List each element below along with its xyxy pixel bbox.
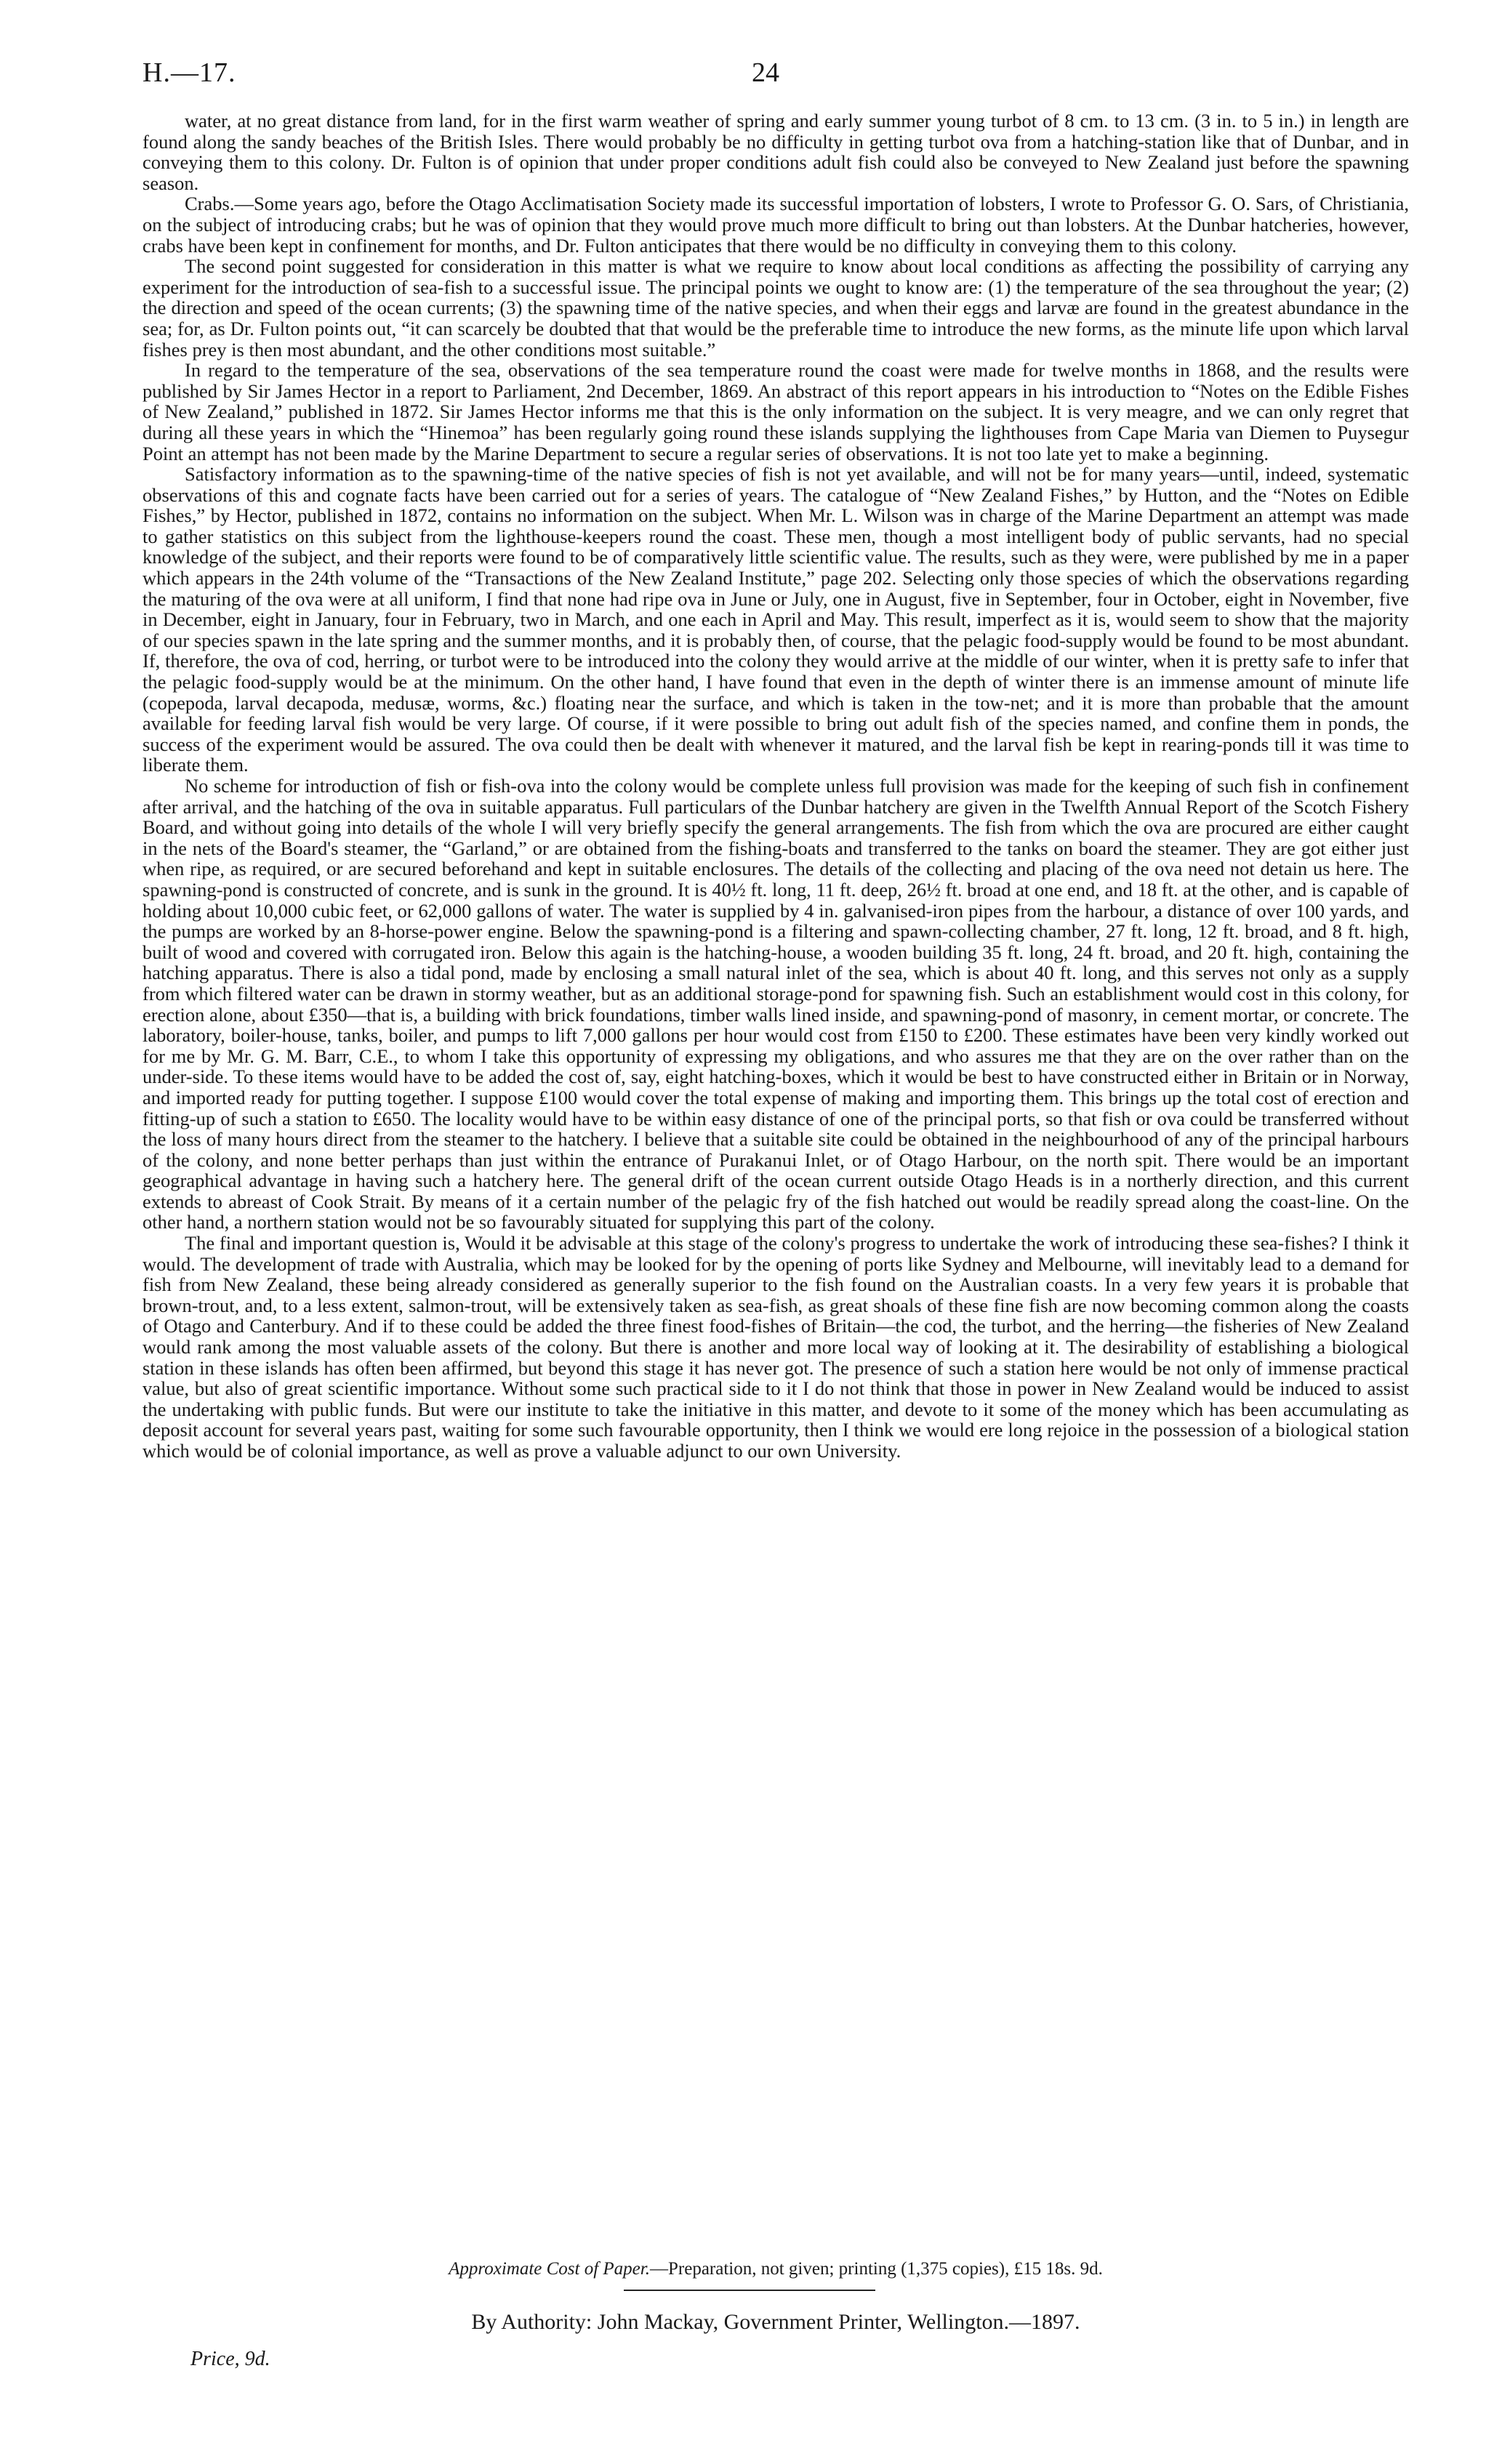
cost-note-label: Approximate Cost of Paper. xyxy=(449,2259,650,2279)
paragraph-1: water, at no great distance from land, for in the first warm weather of spring and early summer young turbot of 8 cm. to 13 cm. (3 in. to 5 in.) in length are found along the sandy beaches of the British Isles. There would probably be no difficulty in getting turbot ova from a hatching-station like that of Dunbar, and in conveying them to this colony. Dr. Fulton is of opinion that under proper conditions adult fish could also be conveyed to New Zealand just before the spawning season. xyxy=(142,110,1409,194)
paragraph-3: The second point suggested for consideration in this matter is what we require to know about local conditions as affecting the possibility of carrying any experiment for the introduction of sea-fish to a successful issue. The principal points we ought to know are: (1) the temperature of the sea throughout the year; (2) the direction and speed of the ocean currents; (3) the spawning time of the native species, and when their eggs and larvæ are found in the greatest abundance in the sea; for, as Dr. Fulton points out, “it can scarcely be doubted that that would be the preferable time to introduce the new forms, as the minute life upon which larval fishes prey is then most abundant, and the other conditions most suitable.” xyxy=(142,255,1409,361)
paragraph-5: Satisfactory information as to the spawning-time of the native species of fish is not yet available, and will not be for many years—until, indeed, systematic observations of this and cognate facts have been carried out for a series of years. The catalogue of “New Zealand Fishes,” by Hutton, and the “Notes on Edible Fishes,” by Hector, published in 1872, contains no information on the subject. When Mr. L. Wilson was in charge of the Marine Department an attempt was made to gather statistics on this subject from the lighthouse-keepers round the coast. These men, though a most intelligent body of public servants, had no special knowledge of the subject, and their reports were found to be of comparatively little scientific value. The results, such as they were, were published by me in a paper which appears in the 24th volume of the “Transactions of the New Zealand Institute,” page 202. Selecting only those species of which the observations regarding the maturing of the ova were at all uniform, I find that none had ripe ova in June or July, one in August, five in September, four in October, eight in November, five in December, eight in January, four in February, two in March, and one each in April and May. This result, imperfect as it is, would seem to show that the majority of our species spawn in the late spring and the summer months, and it is probably then, of course, that the pelagic food-supply would be found to be most abundant. If, therefore, the ova of cod, herring, or turbot were to be introduced into the colony they would arrive at the middle of our winter, when it is pretty safe to infer that the pelagic food-supply would be at the minimum. On the other hand, I have found that even in the depth of winter there is an immense amount of minute life (copepoda, larval decapoda, medusæ, worms, &c.) floating near the surface, and which is taken in the tow-net; and it is more than probable that the amount available for feeding larval fish would be very large. Of course, if it were possible to bring out adult fish of the species named, and confine them in ponds, the success of the experiment would be assured. The ova could then be dealt with whenever it matured, and the larval fish be kept in rearing-ponds till it was time to liberate them. xyxy=(142,463,1409,776)
printer-imprint: By Authority: John Mackay, Government Printer, Wellington.—1897. xyxy=(471,2310,1080,2334)
price-label: Price, 9d. xyxy=(190,2348,270,2370)
paragraph-4: In regard to the temperature of the sea, observations of the sea temperature round the coast were made for twelve months in 1868, and the results were published by Sir James Hector in a report to Parliament, 2nd December, 1869. An abstract of this report appears in his introduction to “Notes on the Edible Fishes of New Zealand,” published in 1872. Sir James Hector informs me that this is the only information on the subject. It is very meagre, and we can only regret that during all these years in which the “Hinemoa” has been regularly going round these islands supplying the lighthouses from Cape Maria van Diemen to Puysegur Point an attempt has not been made by the Marine Department to secure a regular series of observations. It is not too late yet to make a beginning. xyxy=(142,359,1409,464)
section-code: H.—17. xyxy=(142,57,236,88)
paragraph-7: The final and important question is, Would it be advisable at this stage of the colony's progress to undertake the work of introducing these sea-fishes? I think it would. The development of trade with Australia, which may be looked for by the opening of ports like Sydney and Melbourne, will inevitably lead to a demand for fish from New Zealand, these being already considered as generally superior to the fish found on the Australian coasts. In a very few years it is probable that brown-trout, and, to a less extent, salmon-trout, will be extensively taken as sea-fish, as great shoals of these fine fish are now becoming common along the coasts of Otago and Canterbury. And if to these could be added the three finest food-fishes of Britain—the cod, the turbot, and the herring—the fisheries of New Zealand would rank among the most valuable assets of the colony. But there is another and more local way of looking at it. The desirability of establishing a biological station in these islands has often been affirmed, but beyond this stage it has never got. The presence of such a station here would be not only of immense practical value, but also of great scientific importance. Without some such practical side to it I do not think that those in power in New Zealand would be induced to assist the undertaking with public funds. But were our institute to take the initiative in this matter, and devote to it some of the money which has been accumulating as deposit account for several years past, waiting for some such favourable opportunity, then I think we would ere long rejoice in the possession of a biological station which would be of colonial importance, as well as prove a valuable adjunct to our own University. xyxy=(142,1232,1409,1462)
cost-note-text: —Preparation, not given; printing (1,375 copies), £15 18s. 9d. xyxy=(650,2259,1103,2279)
page-header xyxy=(142,57,1494,100)
cost-note xyxy=(142,2259,1409,2279)
paragraph-2: Crabs.—Some years ago, before the Otago Acclimatisation Society made its successful importation of lobsters, I wrote to Professor G. O. Sars, of Christiania, on the subject of introducing crabs; but he was of opinion that they would prove much more difficult to bring out than lobsters. At the Dunbar hatcheries, however, crabs have been kept in confinement for months, and Dr. Fulton anticipates that there would be no difficulty in conveying them to this colony. xyxy=(142,193,1409,257)
page-number: 24 xyxy=(752,57,779,88)
divider-rule xyxy=(624,2290,875,2291)
body-text xyxy=(142,110,1409,1462)
paragraph-6: No scheme for introduction of fish or fish-ova into the colony would be complete unless full provision was made for the keeping of such fish in confinement after arrival, and the hatching of the ova in suitable apparatus. Full particulars of the Dunbar hatchery are given in the Twelfth Annual Report of the Scotch Fishery Board, and without going into details of the whole I will very briefly specify the general arrangements. The fish from which the ova are procured are either caught in the nets of the Board's steamer, the “Garland,” or are obtained from the fishing-boats and transferred to the tanks on board the steamer. They are got either just when ripe, as required, or are secured beforehand and kept in suitable enclosures. The details of the collecting and placing of the ova need not detain us here. The spawning-pond is constructed of concrete, and is sunk in the ground. It is 40½ ft. long, 11 ft. deep, 26½ ft. broad at one end, and 18 ft. at the other, and is capable of holding about 10,000 cubic feet, or 62,000 gallons of water. The water is supplied by 4 in. galvanised-iron pipes from the harbour, a distance of over 100 yards, and the pumps are worked by an 8-horse-power engine. Below the spawning-pond is a filtering and spawn-collecting chamber, 27 ft. long, 12 ft. broad, and 8 ft. high, built of wood and covered with corrugated iron. Below this again is the hatching-house, a wooden building 35 ft. long, 24 ft. broad, and 20 ft. high, containing the hatching apparatus. There is also a tidal pond, made by enclosing a small natural inlet of the sea, which is about 40 ft. long, and this serves not only as a supply from which filtered water can be drawn in stormy weather, but as an additional storage-pond for spawning fish. Such an establishment would cost in this colony, for erection alone, about £350—that is, a building with brick foundations, timber walls lined inside, and spawning-pond of masonry, in cement mortar, or concrete. The laboratory, boiler-house, tanks, boiler, and pumps to lift 7,000 gallons per hour would cost from £150 to £200. These estimates have been very kindly worked out for me by Mr. G. M. Barr, C.E., to whom I take this opportunity of expressing my obligations, and who assures me that they are on the over rather than on the under-side. To these items would have to be added the cost of, say, eight hatching-boxes, which it would be best to have constructed either in Britain or in Norway, and imported ready for putting together. I suppose £100 would cover the total expense of making and importing them. This brings up the total cost of erection and fitting-up of such a station to £650. The locality would have to be within easy distance of one of the principal ports, so that fish or ova could be transferred without the loss of many hours direct from the steamer to the hatchery. I believe that a suitable site could be obtained in the neighbourhood of any of the principal harbours of the colony, and none better perhaps than just within the entrance of Purakanui Inlet, or of Otago Harbour, on the north spit. There would be an important geographical advantage in having such a hatchery here. The general drift of the ocean current outside Otago Heads is in a northerly direction, and this current extends to abreast of Cook Strait. By means of it a certain number of the pelagic fry of the fish hatched out would be readily spread along the coast-line. On the other hand, a northern station would not be so favourably situated for supplying this part of the colony. xyxy=(142,775,1409,1233)
